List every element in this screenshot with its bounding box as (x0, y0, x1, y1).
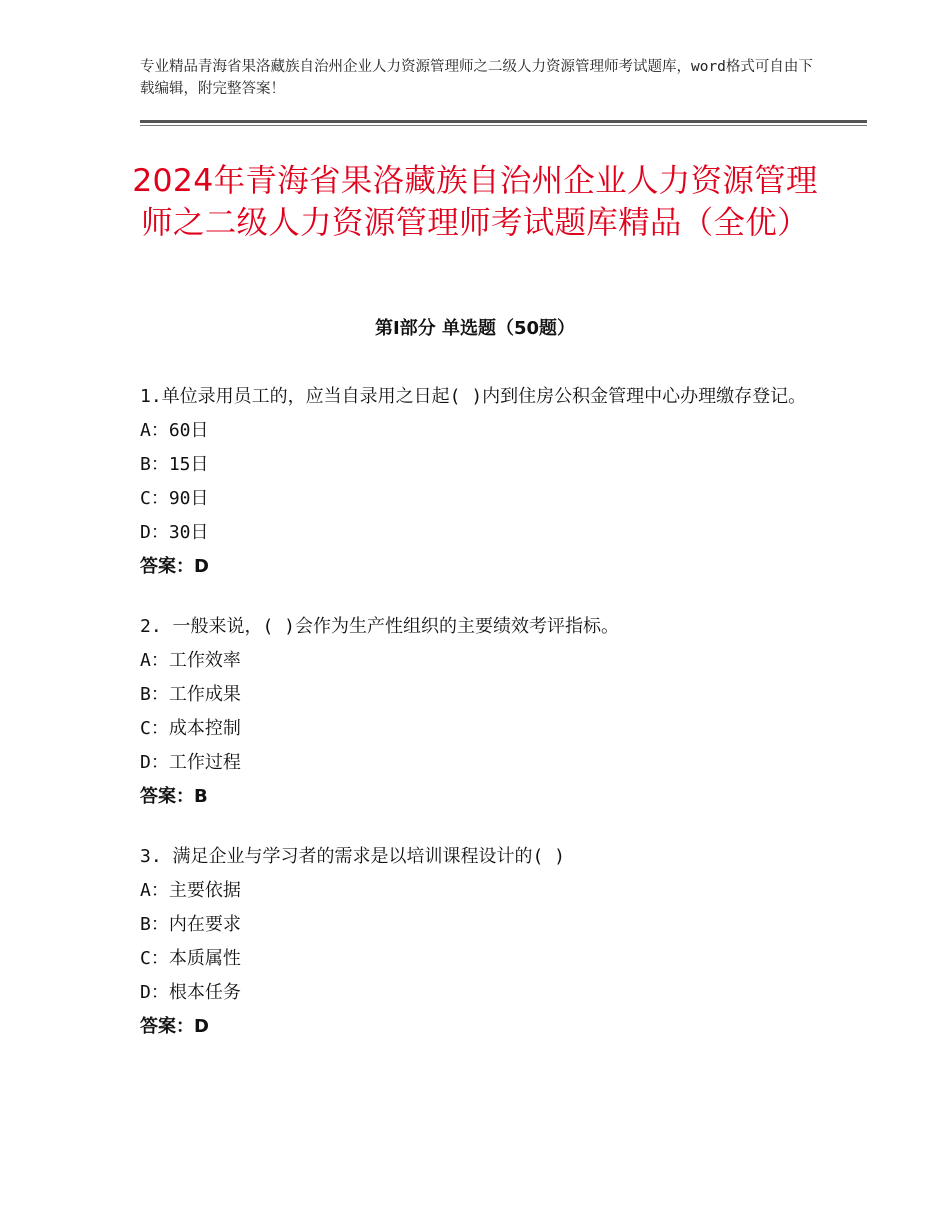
option-b: B：15日 (140, 454, 209, 475)
question-1 (140, 380, 820, 584)
answer: 答案：D (140, 1016, 209, 1037)
option-a: A：主要依据 (140, 880, 241, 901)
question-stem: 2. 一般来说，( )会作为生产性组织的主要绩效考评指标。 (140, 616, 620, 637)
option-c: C：本质属性 (140, 948, 241, 969)
header-divider-thick (140, 120, 867, 123)
option-b: B：内在要求 (140, 914, 241, 935)
option-a: A：工作效率 (140, 650, 241, 671)
option-c: C：成本控制 (140, 718, 241, 739)
question-stem: 3. 满足企业与学习者的需求是以培训课程设计的( ) (140, 846, 566, 867)
option-c: C：90日 (140, 488, 209, 509)
option-b: B：工作成果 (140, 684, 241, 705)
question-3 (140, 840, 820, 1044)
header-note: 专业精品青海省果洛藏族自治州企业人力资源管理师之二级人力资源管理师考试题库，word格式可自由下载编辑，附完整答案！ (140, 59, 813, 97)
header-divider-thin (140, 125, 867, 126)
section-heading: 第Ⅰ部分 单选题（50题） (374, 318, 575, 339)
option-d: D：工作过程 (140, 752, 241, 773)
question-list (140, 380, 820, 1070)
answer: 答案：D (140, 556, 209, 577)
option-a: A：60日 (140, 420, 209, 441)
question-2 (140, 610, 820, 814)
question-stem: 1.单位录用员工的，应当自录用之日起( )内到住房公积金管理中心办理缴存登记。 (140, 386, 807, 407)
option-d: D：30日 (140, 522, 209, 543)
option-d: D：根本任务 (140, 982, 241, 1003)
answer: 答案：B (140, 786, 208, 807)
document-title: 2024年青海省果洛藏族自治州企业人力资源管理师之二级人力资源管理师考试题库精品（全优） (132, 163, 818, 241)
